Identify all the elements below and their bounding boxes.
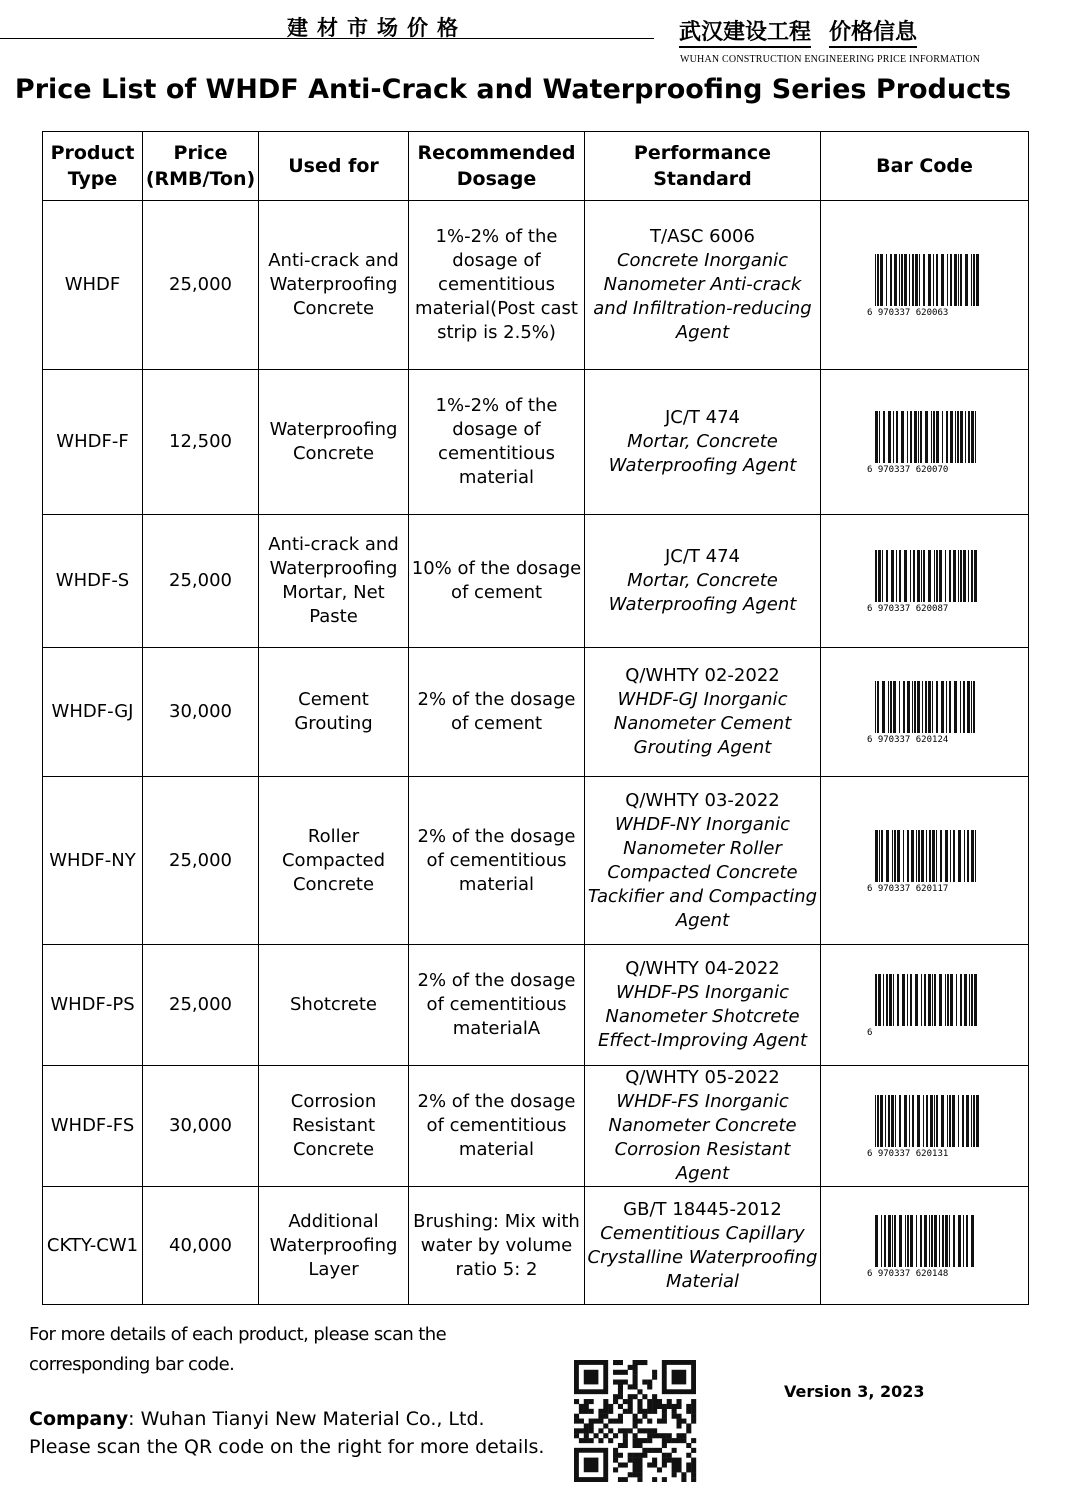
journal-subtitle: WUHAN CONSTRUCTION ENGINEERING PRICE INFORMATION xyxy=(680,54,981,65)
cell-standard xyxy=(585,515,821,648)
cell-product-type: WHDF-S xyxy=(43,515,143,648)
barcode-number: 6 970337 620063 xyxy=(866,308,948,318)
cell-used-for: Additional Waterproofing Layer xyxy=(259,1187,409,1305)
journal-title xyxy=(679,15,917,46)
journal-title-part2: 价格信息 xyxy=(829,20,917,48)
qr-note: Please scan the QR code on the right for more details. xyxy=(29,1436,545,1458)
version-label: Version 3, 2023 xyxy=(784,1382,925,1401)
cell-dosage: 1%-2% of the dosage of cementitious material xyxy=(409,370,585,515)
table-row xyxy=(43,777,1029,945)
barcode-image[interactable] xyxy=(865,1093,985,1159)
cell-product-type: WHDF-FS xyxy=(43,1066,143,1187)
header-product-type: Product Type xyxy=(43,132,143,201)
cell-dosage: 2% of the dosage of cementitious materialA xyxy=(409,945,585,1066)
cell-barcode xyxy=(821,648,1029,777)
header-rule xyxy=(0,38,654,39)
cell-standard xyxy=(585,945,821,1066)
barcode-number: 6 970337 620124 xyxy=(866,735,948,745)
cell-used-for: Roller Compacted Concrete xyxy=(259,777,409,945)
cell-dosage: 10% of the dosage of cement xyxy=(409,515,585,648)
cell-standard xyxy=(585,648,821,777)
cell-barcode xyxy=(821,1066,1029,1187)
standard-code: T/ASC 6006 xyxy=(650,226,755,247)
cell-barcode xyxy=(821,777,1029,945)
barcode-image[interactable] xyxy=(865,972,985,1038)
barcode-number: 6 970337 620117 xyxy=(866,883,948,894)
cell-price: 40,000 xyxy=(143,1187,259,1305)
cell-barcode xyxy=(821,945,1029,1066)
cell-price: 30,000 xyxy=(143,1066,259,1187)
standard-code: GB/T 18445-2012 xyxy=(623,1198,782,1220)
cell-dosage: 2% of the dosage of cement xyxy=(409,648,585,777)
cell-dosage: 2% of the dosage of cementitious material xyxy=(409,777,585,945)
standard-description: Concrete Inorganic Nanometer Anti-crack and Infiltration-reducing Agent xyxy=(593,250,812,343)
cell-dosage: 2% of the dosage of cementitious material xyxy=(409,1066,585,1187)
header-price: Price (RMB/Ton) xyxy=(143,132,259,201)
cell-product-type: WHDF-NY xyxy=(43,777,143,945)
cell-standard xyxy=(585,201,821,370)
cell-product-type: WHDF-PS xyxy=(43,945,143,1066)
cell-barcode xyxy=(821,1187,1029,1305)
cell-used-for: Corrosion Resistant Concrete xyxy=(259,1066,409,1187)
standard-code: JC/T 474 xyxy=(664,407,740,428)
barcode-image[interactable] xyxy=(865,409,985,475)
barcode-number: 6 970337 620148 xyxy=(866,1268,948,1279)
cell-price: 25,000 xyxy=(143,201,259,370)
table-row xyxy=(43,1066,1029,1187)
header-standard: Performance Standard xyxy=(585,132,821,201)
cell-dosage: 1%-2% of the dosage of cementitious material(Post cast strip is 2.5%) xyxy=(409,201,585,370)
standard-description: WHDF-PS Inorganic Nanometer Shotcrete Effect-Improving Agent xyxy=(597,982,808,1051)
standard-code: JC/T 474 xyxy=(664,546,740,567)
barcode-number: 6 xyxy=(866,1028,872,1038)
header-barcode: Bar Code xyxy=(821,132,1029,201)
standard-code: Q/WHTY 03-2022 xyxy=(625,789,780,811)
cell-standard xyxy=(585,1066,821,1187)
journal-title-part1: 武汉建设工程 xyxy=(679,20,811,48)
cell-standard xyxy=(585,1187,821,1305)
cell-used-for: Anti-crack and Waterproofing Concrete xyxy=(259,201,409,370)
cell-used-for: Anti-crack and Waterproofing Mortar, Net Paste xyxy=(259,515,409,648)
standard-description: Cementitious Capillary Crystalline Waterproofing Material xyxy=(587,1222,818,1292)
table-row xyxy=(43,201,1029,370)
barcode-image[interactable] xyxy=(865,828,985,894)
standard-description: WHDF-GJ Inorganic Nanometer Cement Grouting Agent xyxy=(613,689,792,758)
standard-description: WHDF-FS Inorganic Nanometer Concrete Corrosion Resistant Agent xyxy=(608,1091,797,1184)
standard-code: Q/WHTY 04-2022 xyxy=(625,958,780,979)
company-label: Company xyxy=(29,1408,129,1430)
standard-code: Q/WHTY 02-2022 xyxy=(625,665,780,686)
table-row xyxy=(43,370,1029,515)
header-dosage: Recommended Dosage xyxy=(409,132,585,201)
cell-price: 25,000 xyxy=(143,945,259,1066)
barcode-image[interactable] xyxy=(865,252,985,318)
barcode-number: 6 970337 620131 xyxy=(866,1149,948,1159)
cell-used-for: Shotcrete xyxy=(259,945,409,1066)
cell-used-for: Waterproofing Concrete xyxy=(259,370,409,515)
standard-description: Mortar, Concrete Waterproofing Agent xyxy=(608,570,797,615)
journal-section-title: 建材市场价格 xyxy=(287,16,467,40)
page-title: Price List of WHDF Anti-Crack and Waterproofing Series Products xyxy=(14,74,1012,105)
barcode-image[interactable] xyxy=(865,548,985,614)
cell-price: 25,000 xyxy=(143,515,259,648)
cell-dosage: Brushing: Mix with water by volume ratio 5: 2 xyxy=(409,1187,585,1305)
header-used-for: Used for xyxy=(259,132,409,201)
price-table xyxy=(42,131,1029,1305)
standard-description: WHDF-NY Inorganic Nanometer Roller Compacted Concrete Tackifier and Compacting Agent xyxy=(587,813,818,931)
company-name: : Wuhan Tianyi New Material Co., Ltd. xyxy=(128,1408,485,1430)
cell-product-type: WHDF xyxy=(43,201,143,370)
standard-description: Mortar, Concrete Waterproofing Agent xyxy=(608,431,797,476)
barcode-image[interactable] xyxy=(865,1213,985,1279)
standard-code: Q/WHTY 05-2022 xyxy=(625,1067,780,1088)
qr-code[interactable] xyxy=(574,1360,698,1482)
cell-price: 30,000 xyxy=(143,648,259,777)
cell-standard xyxy=(585,777,821,945)
cell-product-type: WHDF-F xyxy=(43,370,143,515)
footer-company xyxy=(29,1405,544,1461)
table-header-row xyxy=(43,132,1029,201)
table-row xyxy=(43,648,1029,777)
table-row xyxy=(43,945,1029,1066)
cell-used-for: Cement Grouting xyxy=(259,648,409,777)
barcode-number: 6 970337 620070 xyxy=(866,465,948,475)
barcode-image[interactable] xyxy=(865,679,985,745)
cell-product-type: WHDF-GJ xyxy=(43,648,143,777)
cell-barcode xyxy=(821,201,1029,370)
barcode-number: 6 970337 620087 xyxy=(866,604,948,614)
cell-barcode xyxy=(821,515,1029,648)
cell-price: 12,500 xyxy=(143,370,259,515)
cell-product-type: CKTY-CW1 xyxy=(43,1187,143,1305)
cell-barcode xyxy=(821,370,1029,515)
footer-note: For more details of each product, please scan the corresponding bar code. xyxy=(29,1324,447,1375)
cell-standard xyxy=(585,370,821,515)
cell-price: 25,000 xyxy=(143,777,259,945)
table-row xyxy=(43,515,1029,648)
table-row xyxy=(43,1187,1029,1305)
